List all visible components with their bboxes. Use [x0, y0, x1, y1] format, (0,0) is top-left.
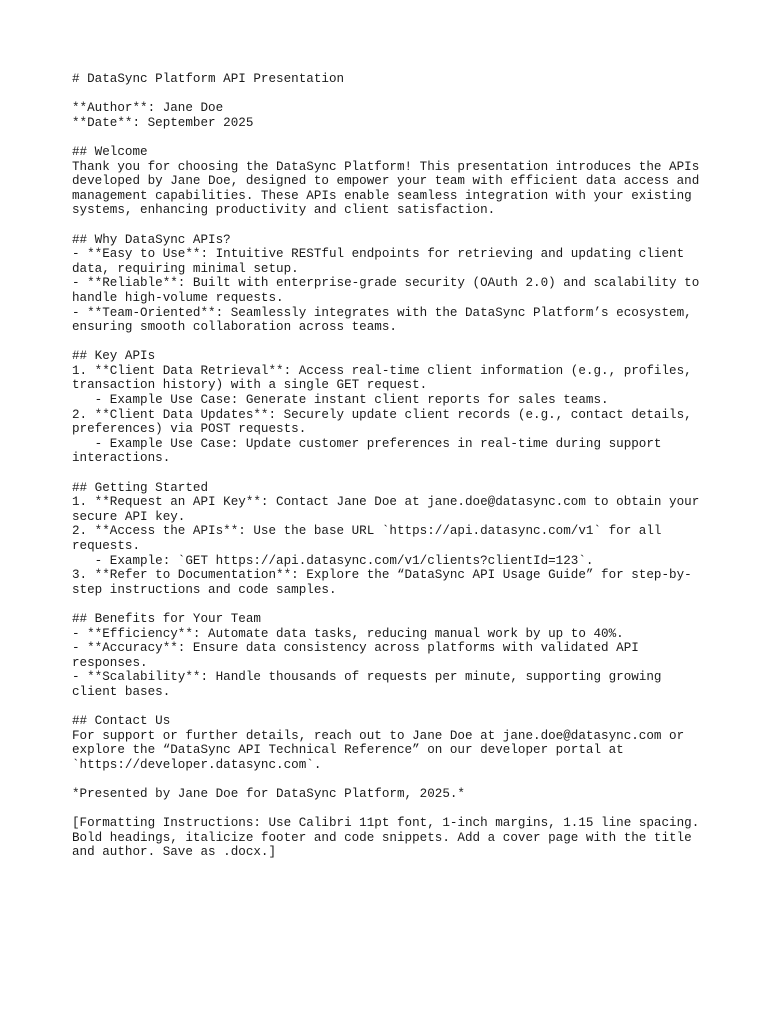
key-apis-line: 1. **Client Data Retrieval**: Access real-time client information (e.g., profiles, [72, 363, 692, 378]
key-apis-section [72, 349, 712, 466]
key-apis-line: - Example Use Case: Generate instant client reports for sales teams. [72, 393, 609, 408]
benefits-line: - **Accuracy**: Ensure data consistency across platforms with validated API [72, 641, 639, 656]
getting-started-heading: ## Getting Started [72, 480, 209, 495]
contact-line: For support or further details, reach out to Jane Doe at jane.doe@datasync.com or [72, 728, 685, 743]
blank-line [72, 335, 712, 350]
why-line: - **Reliable**: Built with enterprise-grade security (OAuth 2.0) and scalability to [72, 276, 700, 291]
contact-line: explore the “DataSync API Technical Reference” on our developer portal at [72, 743, 624, 758]
getting-started-line: step instructions and code samples. [72, 582, 337, 597]
contact-line: `https://developer.datasync.com`. [72, 757, 322, 772]
getting-started-line: 3. **Refer to Documentation**: Explore the “DataSync API Usage Guide” for step-by- [72, 568, 692, 583]
footer-line: *Presented by Jane Doe for DataSync Platform, 2025.* [72, 787, 465, 802]
date-line: **Date**: September 2025 [72, 115, 254, 130]
key-apis-line: 2. **Client Data Updates**: Securely update client records (e.g., contact details, [72, 407, 692, 422]
blank-line [72, 597, 712, 612]
why-line: data, requiring minimal setup. [72, 261, 299, 276]
getting-started-line: requests. [72, 539, 141, 553]
why-line: - **Team-Oriented**: Seamlessly integrates with the DataSync Platform’s ecosystem, [72, 305, 692, 320]
blank-line [72, 802, 712, 817]
instructions-line: [Formatting Instructions: Use Calibri 11pt font, 1-inch margins, 1.15 line spacing. [72, 816, 700, 831]
key-apis-heading: ## Key APIs [72, 349, 156, 364]
key-apis-line: preferences) via POST requests. [72, 422, 307, 437]
contact-section [72, 714, 712, 772]
getting-started-section [72, 481, 712, 598]
blank-line [72, 773, 712, 788]
getting-started-line: - Example: `GET https://api.datasync.com/v1/clients?clientId=123`. [72, 553, 594, 568]
benefits-heading: ## Benefits for Your Team [72, 611, 261, 626]
blank-line [72, 700, 712, 715]
why-section [72, 233, 712, 335]
key-apis-line: - Example Use Case: Update customer preferences in real-time during support [72, 436, 662, 451]
document-page [72, 72, 712, 860]
why-heading: ## Why DataSync APIs? [72, 232, 231, 247]
blank-line [72, 466, 712, 481]
welcome-line: systems, enhancing productivity and client satisfaction. [72, 203, 496, 218]
why-line: ensuring smooth collaboration across teams. [72, 320, 397, 335]
why-line: - **Easy to Use**: Intuitive RESTful endpoints for retrieving and updating client [72, 247, 685, 262]
benefits-line: client bases. [72, 684, 171, 699]
why-line: handle high-volume requests. [72, 290, 284, 305]
benefits-line: - **Efficiency**: Automate data tasks, reducing manual work by up to 40%. [72, 626, 624, 641]
getting-started-line: 2. **Access the APIs**: Use the base URL `https://api.datasync.com/v1` for all [72, 524, 662, 539]
formatting-instructions [72, 816, 712, 860]
contact-heading: ## Contact Us [72, 714, 171, 729]
blank-line [72, 130, 712, 145]
getting-started-line: 1. **Request an API Key**: Contact Jane Doe at jane.doe@datasync.com to obtain your [72, 495, 700, 510]
key-apis-line: interactions. [72, 451, 171, 466]
blank-line [72, 87, 712, 102]
welcome-heading: ## Welcome [72, 144, 148, 159]
welcome-line: management capabilities. These APIs enable seamless integration with your existing [72, 188, 692, 203]
benefits-section [72, 612, 712, 700]
blank-line [72, 218, 712, 233]
instructions-line: Bold headings, italicize footer and code snippets. Add a cover page with the title [72, 830, 692, 845]
getting-started-line: secure API key. [72, 509, 186, 524]
author-line: **Author**: Jane Doe [72, 101, 224, 116]
document-title: # DataSync Platform API Presentation [72, 72, 345, 86]
welcome-line: developed by Jane Doe, designed to empower your team with efficient data access and [72, 174, 700, 189]
welcome-section [72, 145, 712, 218]
key-apis-line: transaction history) with a single GET request. [72, 378, 428, 393]
welcome-line: Thank you for choosing the DataSync Platform! This presentation introduces the APIs [72, 159, 700, 174]
instructions-line: and author. Save as .docx.] [72, 845, 277, 860]
benefits-line: - **Scalability**: Handle thousands of requests per minute, supporting growing [72, 670, 662, 685]
benefits-line: responses. [72, 655, 148, 670]
